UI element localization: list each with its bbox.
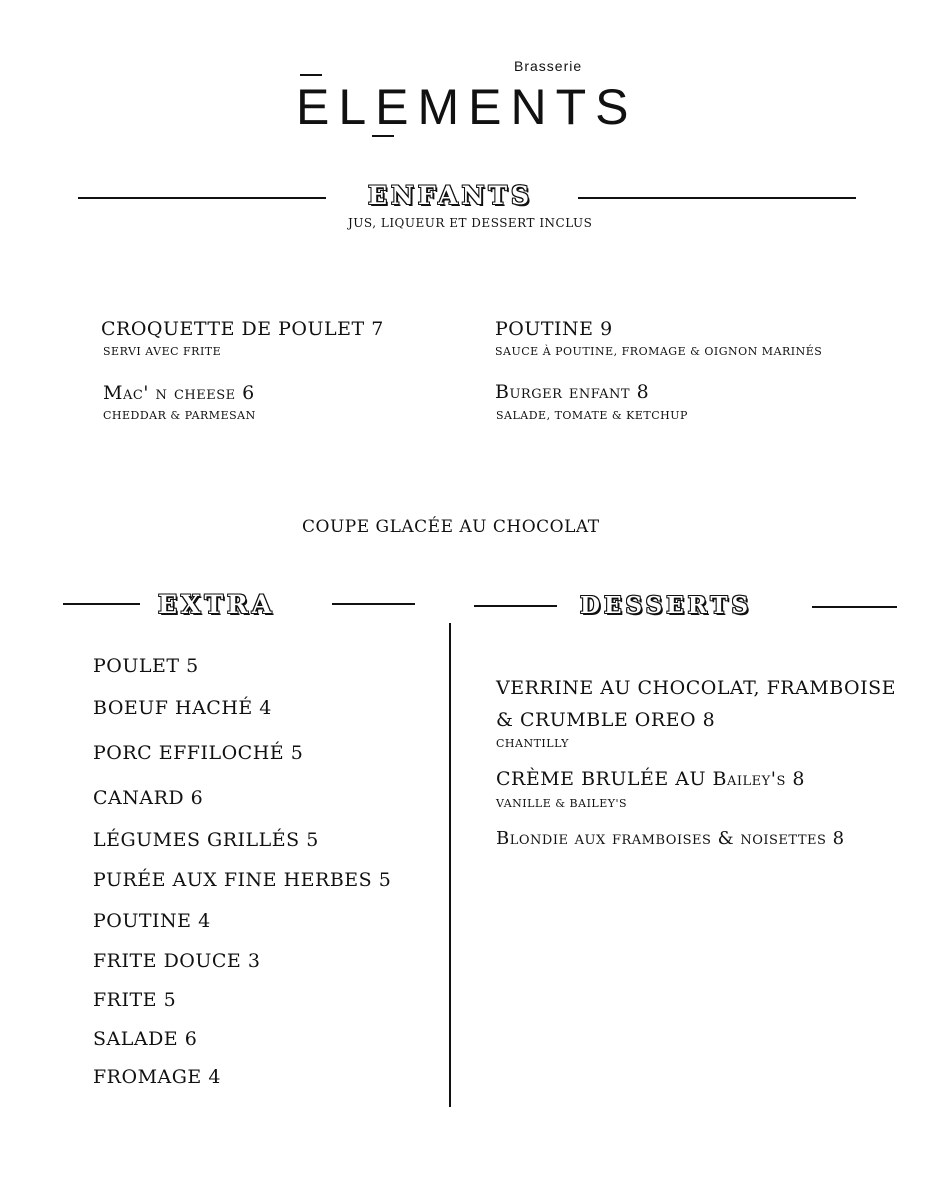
enfants-dessert: COUPE GLACÉE AU CHOCOLAT <box>302 517 600 537</box>
extra-item: SALADE 6 <box>93 1028 198 1050</box>
enfants-title: ENFANTS <box>368 181 534 210</box>
enfants-item-name: CROQUETTE DE POULET 7 <box>101 318 384 340</box>
logo-bar-bottom <box>372 135 394 137</box>
dessert-item-name: CRÈME BRULÉE AU Bailey's 8 <box>496 768 805 790</box>
extra-item: FRITE 5 <box>93 989 177 1011</box>
extra-rule-left <box>63 603 140 605</box>
enfants-subtitle: JUS, LIQUEUR ET DESSERT INCLUS <box>348 216 593 230</box>
enfants-item-name: POUTINE 9 <box>495 318 613 340</box>
enfants-rule-right <box>578 197 856 199</box>
extra-item: FROMAGE 4 <box>93 1066 221 1088</box>
brand-logo: ELEMENTS <box>296 79 638 135</box>
extra-item: BOEUF HACHÉ 4 <box>93 697 272 719</box>
enfants-rule-left <box>78 197 326 199</box>
extra-item: PORC EFFILOCHÉ 5 <box>93 742 304 764</box>
extra-item: LÉGUMES GRILLÉS 5 <box>93 829 319 851</box>
extra-rule-right <box>332 603 415 605</box>
brand-subtitle: Brasserie <box>514 58 583 74</box>
enfants-item-name: Burger enfant 8 <box>495 381 650 403</box>
logo-bar-top <box>300 74 322 76</box>
enfants-item-name: Mac' n cheese 6 <box>103 382 255 404</box>
column-divider <box>449 623 451 1107</box>
enfants-item-desc: CHEDDAR & PARMESAN <box>103 409 256 422</box>
desserts-rule-left <box>474 605 557 607</box>
dessert-item-desc: CHANTILLY <box>496 737 569 750</box>
extra-title: EXTRA <box>158 590 276 619</box>
enfants-item-desc: SERVI AVEC FRITE <box>103 345 222 358</box>
desserts-rule-right <box>812 606 897 608</box>
dessert-item-name: VERRINE AU CHOCOLAT, FRAMBOISE <box>496 677 897 699</box>
dessert-item-name: Blondie aux framboises & noisettes 8 <box>496 828 845 849</box>
dessert-item-desc: VANILLE & BAILEY'S <box>496 797 628 810</box>
enfants-item-desc: SALADE, TOMATE & KETCHUP <box>496 409 688 422</box>
desserts-title: DESSERTS <box>580 592 753 619</box>
extra-item: POULET 5 <box>93 655 199 677</box>
extra-item: CANARD 6 <box>93 787 204 809</box>
extra-item: POUTINE 4 <box>93 910 211 932</box>
extra-item: FRITE DOUCE 3 <box>93 950 261 972</box>
extra-item: PURÉE AUX FINE HERBES 5 <box>93 869 392 891</box>
dessert-item-name-cont: & CRUMBLE OREO 8 <box>496 709 716 731</box>
enfants-item-desc: SAUCE À POUTINE, FROMAGE & OIGNON MARINÉS <box>495 345 823 358</box>
